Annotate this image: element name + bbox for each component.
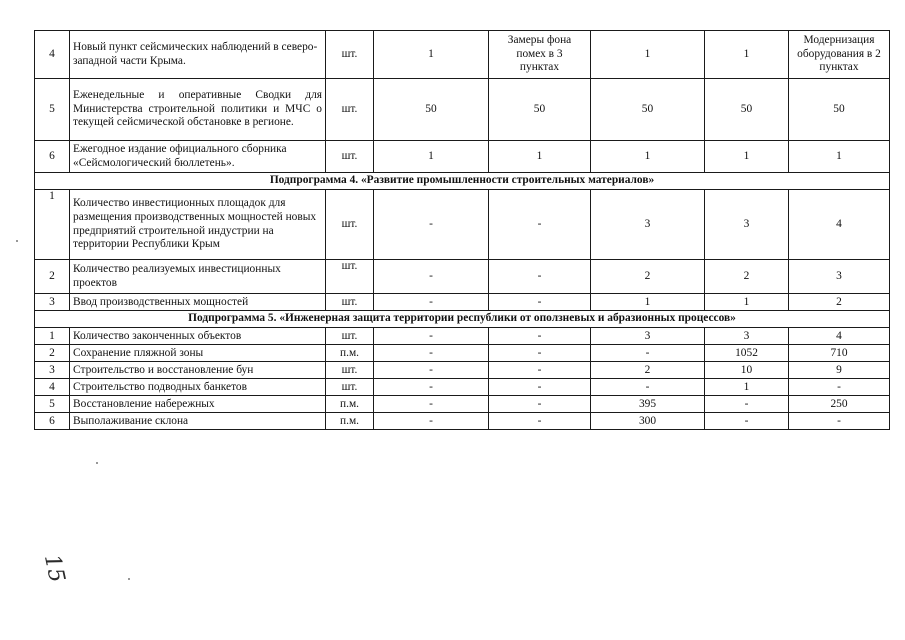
value-cell: - <box>789 379 890 396</box>
table-row <box>35 328 890 345</box>
row-number: 3 <box>35 294 70 311</box>
scan-speck <box>16 240 18 242</box>
value-cell: 1 <box>705 31 789 79</box>
value-cell: - <box>591 345 705 362</box>
table-row <box>35 141 890 173</box>
row-name: Ввод производственных мощностей <box>70 294 326 311</box>
value-cell: - <box>374 190 489 260</box>
section-header-row <box>35 173 890 190</box>
value-cell: 1 <box>591 141 705 173</box>
row-name: Выполаживание склона <box>70 413 326 430</box>
row-unit: шт. <box>326 79 374 141</box>
scan-speck <box>128 578 130 580</box>
row-number: 4 <box>35 31 70 79</box>
value-cell: 3 <box>591 190 705 260</box>
value-cell: 2 <box>591 362 705 379</box>
table-row <box>35 345 890 362</box>
value-cell: - <box>705 413 789 430</box>
value-cell: - <box>591 379 705 396</box>
table-row <box>35 190 890 260</box>
scan-speck <box>96 462 98 464</box>
value-cell: - <box>374 260 489 294</box>
value-cell: 4 <box>789 328 890 345</box>
row-name: Строительство подводных банкетов <box>70 379 326 396</box>
value-cell: 250 <box>789 396 890 413</box>
value-cell: - <box>489 396 591 413</box>
value-cell: - <box>374 345 489 362</box>
value-cell: 1 <box>374 31 489 79</box>
value-cell: 395 <box>591 396 705 413</box>
value-cell: 1 <box>591 294 705 311</box>
row-unit: п.м. <box>326 396 374 413</box>
row-number: 2 <box>35 260 70 294</box>
value-cell: 710 <box>789 345 890 362</box>
value-cell: Модернизация оборудования в 2 пунктах <box>789 31 890 79</box>
value-cell: - <box>489 294 591 311</box>
row-number: 1 <box>35 328 70 345</box>
value-cell: 300 <box>591 413 705 430</box>
value-cell: - <box>489 190 591 260</box>
value-cell: - <box>489 328 591 345</box>
row-number: 5 <box>35 79 70 141</box>
row-name: Строительство и восстановление бун <box>70 362 326 379</box>
row-unit: шт. <box>326 260 374 294</box>
row-name: Сохранение пляжной зоны <box>70 345 326 362</box>
value-cell: 10 <box>705 362 789 379</box>
value-cell: - <box>374 396 489 413</box>
table-row <box>35 379 890 396</box>
value-cell: 50 <box>591 79 705 141</box>
row-number: 6 <box>35 141 70 173</box>
value-cell: - <box>374 328 489 345</box>
value-cell: - <box>374 413 489 430</box>
row-unit: шт. <box>326 31 374 79</box>
row-name: Ежегодное издание официального сборника «Сейсмологический бюллетень». <box>70 141 326 173</box>
row-number: 5 <box>35 396 70 413</box>
table-row <box>35 396 890 413</box>
table-row <box>35 413 890 430</box>
section-title: Подпрограмма 5. «Инженерная защита территории республики от оползневых и абразионных процессов» <box>35 311 890 328</box>
indicators-table <box>34 30 890 430</box>
row-unit: шт. <box>326 328 374 345</box>
row-number: 2 <box>35 345 70 362</box>
value-cell: 2 <box>591 260 705 294</box>
value-cell: 3 <box>705 190 789 260</box>
value-cell: 50 <box>374 79 489 141</box>
row-unit: шт. <box>326 294 374 311</box>
value-cell: - <box>374 362 489 379</box>
value-cell: - <box>374 379 489 396</box>
row-unit: п.м. <box>326 345 374 362</box>
value-cell: 1 <box>374 141 489 173</box>
value-cell: 3 <box>789 260 890 294</box>
value-cell: 1 <box>789 141 890 173</box>
value-cell: 4 <box>789 190 890 260</box>
section-title: Подпрограмма 4. «Развитие промышленности строительных материалов» <box>35 173 890 190</box>
value-cell: - <box>489 362 591 379</box>
value-cell: 1 <box>705 141 789 173</box>
row-number: 4 <box>35 379 70 396</box>
value-cell: 2 <box>705 260 789 294</box>
value-cell: 1 <box>705 379 789 396</box>
value-cell: - <box>489 413 591 430</box>
value-cell: 1 <box>705 294 789 311</box>
section-header-row <box>35 311 890 328</box>
value-cell: 1 <box>489 141 591 173</box>
table-row <box>35 260 890 294</box>
table-row <box>35 294 890 311</box>
value-cell: 9 <box>789 362 890 379</box>
handwritten-page-number: 15 <box>38 552 70 585</box>
value-cell: - <box>489 379 591 396</box>
row-unit: шт. <box>326 190 374 260</box>
value-cell: 1052 <box>705 345 789 362</box>
value-cell: - <box>489 345 591 362</box>
row-unit: шт. <box>326 379 374 396</box>
value-cell: 50 <box>489 79 591 141</box>
value-cell: 2 <box>789 294 890 311</box>
row-name: Восстановление набережных <box>70 396 326 413</box>
row-number: 3 <box>35 362 70 379</box>
value-cell: 50 <box>789 79 890 141</box>
row-name: Новый пункт сейсмических наблюдений в северо-западной части Крыма. <box>70 31 326 79</box>
value-cell: 50 <box>705 79 789 141</box>
value-cell: Замеры фона помех в 3 пунктах <box>489 31 591 79</box>
value-cell: 3 <box>591 328 705 345</box>
row-name: Количество законченных объектов <box>70 328 326 345</box>
row-number: 1 <box>35 190 70 260</box>
value-cell: - <box>789 413 890 430</box>
row-name: Количество реализуемых инвестиционных проектов <box>70 260 326 294</box>
value-cell: - <box>374 294 489 311</box>
table-row <box>35 362 890 379</box>
row-number: 6 <box>35 413 70 430</box>
value-cell: - <box>489 260 591 294</box>
table-row <box>35 31 890 79</box>
table-row <box>35 79 890 141</box>
value-cell: 1 <box>591 31 705 79</box>
row-name: Еженедельные и оперативные Сводки для Министерства строительной политики и МЧС о текущей сейсмической обстановке в регионе. <box>70 79 326 141</box>
row-unit: шт. <box>326 362 374 379</box>
value-cell: 3 <box>705 328 789 345</box>
row-unit: шт. <box>326 141 374 173</box>
row-name: Количество инвестиционных площадок для размещения производственных мощностей новых предприятий строительной индустрии на территории Республики Крым <box>70 190 326 260</box>
value-cell: - <box>705 396 789 413</box>
row-unit: п.м. <box>326 413 374 430</box>
